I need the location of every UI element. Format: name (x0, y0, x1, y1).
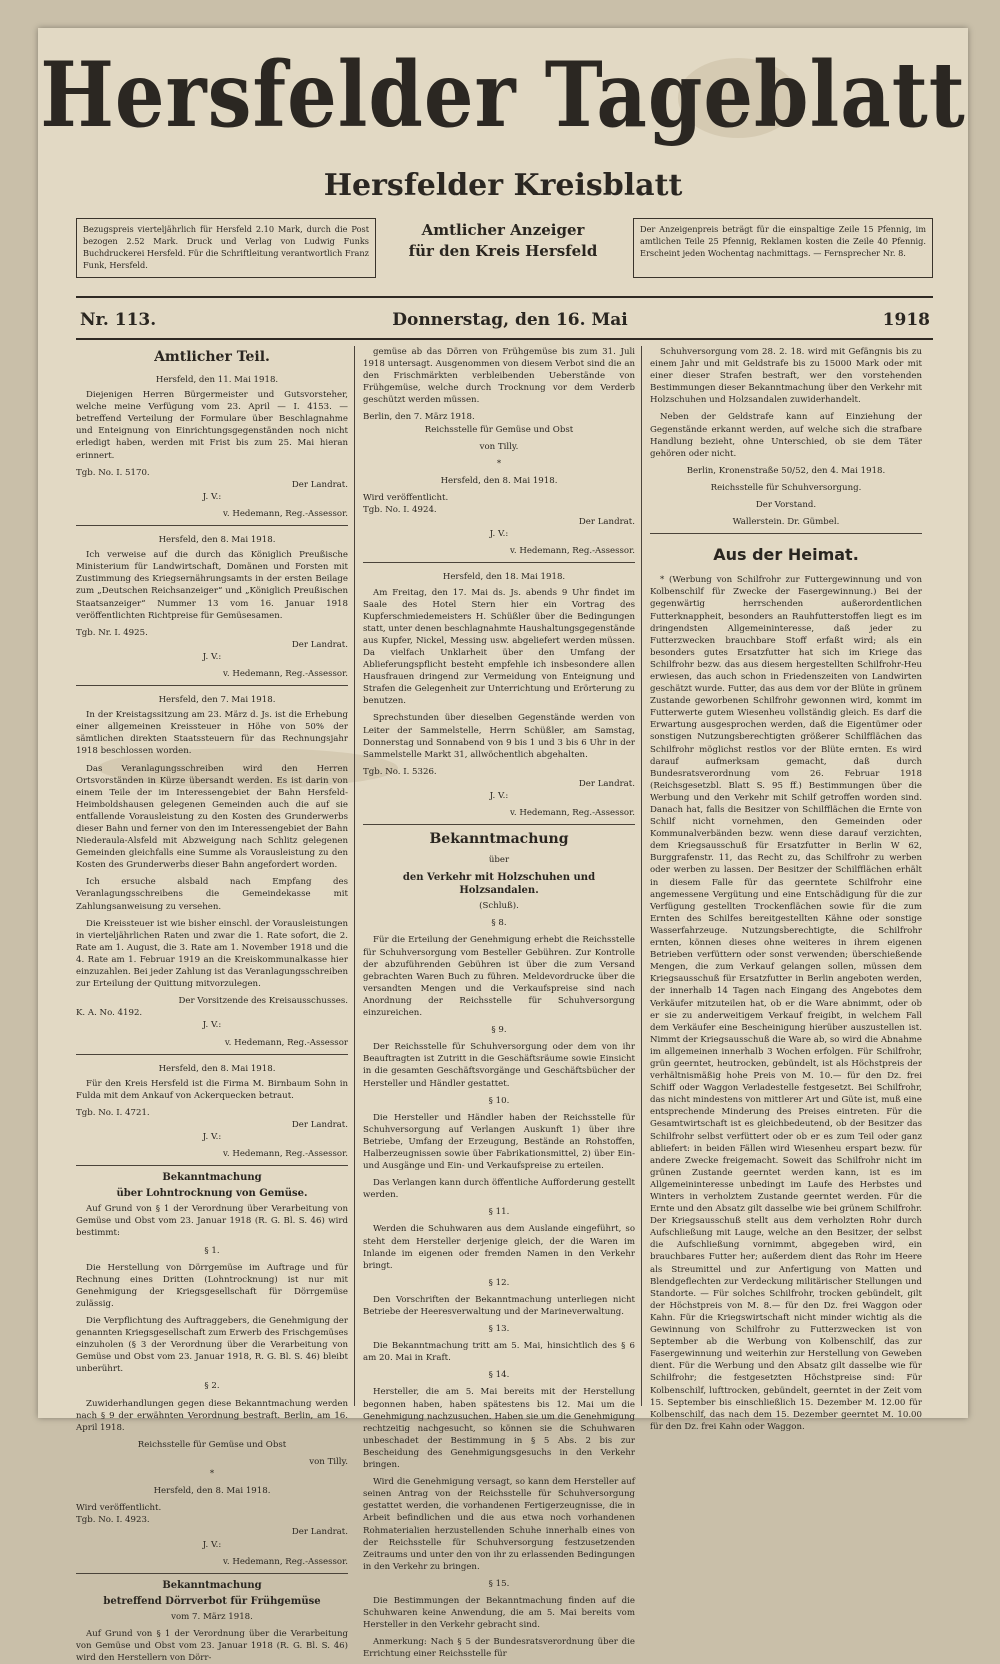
signature-title: Der Landrat. (578, 517, 635, 528)
signature: Wallerstein. Dr. Gümbel. (732, 517, 840, 528)
reference-number: Tgb. No. I. 4923. (76, 1515, 150, 1526)
reference-number: Tgb. No. I. 4924. (363, 505, 437, 516)
paragraph-mark: § 12. (488, 1277, 510, 1288)
issue-year: 1918 (882, 310, 930, 330)
reference-number: Tgb. Nr. I. 4925. (76, 627, 148, 638)
dateline: Hersfeld, den 18. Mai 1918. (442, 572, 566, 583)
official-gazette-label (393, 220, 613, 262)
announcement-subtitle: über Lohntrocknung von Gemüse. (116, 1188, 308, 1200)
announcement-ueber: über (488, 855, 510, 866)
paragraph-mark: § 10. (488, 1095, 510, 1106)
article-text: Schuhversorgung vom 28. 2. 18. wird mit Gefängnis bis zu einem Jahr und mit Geldstrafe bis zu 15000 Mark oder mit einer dieser Strafen bestraft, wer den vorstehenden Bestimmungen dieser Bekanntmachung über den Verkehr mit Holzschuhen und Holzsandalen zuwiderhandelt. (650, 347, 922, 406)
paragraph-mark: § 13. (488, 1324, 510, 1335)
article-separator (76, 685, 348, 686)
asterisk-divider: * (496, 458, 502, 469)
paragraph-mark: § 15. (488, 1578, 510, 1589)
article-separator (76, 1054, 348, 1055)
article-text: Für die Erteilung der Genehmigung erhebt die Reichsstelle für Schuhversorgung vom Besteller Gebühren. Zur Kontrolle der abzuführenden Gebühren ist über die zum Versand gebrachten Waren Buch zu führen. Meldevordrucke über die versandten Mengen und die Verkaufspreise sind nach Anordnung der Reichsstelle für Schuhversorgung einzureichen. (363, 935, 635, 1019)
article-text: Die Hersteller und Händler haben der Reichsstelle für Schuhversorgung auf Verlangen Auskunft 1) über ihre Betriebe, Umfang der Erzeugung, Bestände an Rohstoffen, Halberzeugnissen sowie über Fabrikationsmittel, 2) über Ein- und Ausgänge und Ein- und Verkaufspreise zu erteilen. (363, 1112, 635, 1172)
signature-title: Der Landrat. (291, 639, 348, 650)
asterisk-divider: * (209, 1469, 215, 1480)
paragraph-mark: § 8. (491, 918, 507, 929)
signature-title: Der Landrat. (291, 1527, 348, 1538)
signature-jv: J. V.: (489, 791, 509, 801)
article-text: Die Bestimmungen der Bekanntmachung finden auf die Schuhwaren keine Anwendung, die am 5. Mai bereits vom Hersteller in den Verkehr gebracht sind. (363, 1595, 635, 1631)
article-separator (76, 1573, 348, 1574)
newspaper-page (38, 28, 968, 1663)
article-text: Zuwiderhandlungen gegen diese Bekanntmachung werden nach § 9 der erwähnten Verordnung bestraft. Berlin, am 16. April 1918. (76, 1398, 348, 1433)
signature-jv: J. V.: (202, 1132, 222, 1143)
reference-number: Tgb. No. I. 5170. (76, 467, 150, 478)
article-note: Anmerkung: Nach § 5 der Bundesratsverordnung über die Errichtung einer Reichsstelle für (363, 1637, 635, 1660)
gazette-line-2: für den Kreis Hersfeld (408, 242, 598, 260)
signature-jv: J. V.: (202, 491, 222, 502)
dateline: Hersfeld, den 8. Mai 1918. (158, 535, 276, 546)
article-separator (76, 525, 348, 526)
signature-jv: J. V.: (202, 1020, 222, 1031)
masthead-subtitle: Hersfelder Kreisblatt (323, 168, 683, 203)
article-text: Auf Grund von § 1 der Verordnung über Verarbeitung von Gemüse und Obst vom 23. Januar 1918 (R. G. Bl. S. 46) wird bestimmt: (76, 1204, 348, 1239)
article-text: Das Veranlagungsschreiben wird den Herren Ortsvorständen in Kürze übersandt werden. Es ist darin von einem Teile der im Interessengebiet der Bahn Hersfeld-Heimboldshausen gelegenen Gemeinden auch die auf sie entfallende Vorausleistung zu den Kosten des Grunderwerbs dieser Bahn und ferner von den im Interessengebiet der Bahn Niederaula-Alsfeld mit Abzweigung nach Schlitz gelegenen Gemeinden gleichfalls eine Summe als Vorausleistung zu den Kosten des Grunderwerbs dieser Bahn angefordert worden. (76, 763, 348, 871)
column-divider (641, 346, 642, 1406)
signature: v. Hedemann, Reg.-Assessor. (510, 808, 635, 819)
signature-title: Der Landrat. (578, 778, 635, 789)
dateline: Hersfeld, den 8. Mai 1918. (158, 1063, 276, 1074)
reference-number: Tgb. No. I. 5326. (363, 766, 437, 777)
signature-title: Der Landrat. (291, 479, 348, 490)
article-text: Diejenigen Herren Bürgermeister und Gutsvorsteher, welche meine Verfügung vom 23. April — I. 4153. — betreffend Verteilung der Formulare über Beschlagnahme und Enteignung von Einrichtungsgegenständen noch nicht erledigt haben, werden mit Frist bis zum 25. Mai hieran erinnert. (76, 390, 348, 461)
article-text: Sprechstunden über dieselben Gegenstände werden von Leiter der Sammelstelle, Herrn Schüßler, am Samstag, Donnerstag und Sonnabend von 9 bis 1 und 3 bis 6 Uhr in der Sammelstelle Markt 31, allwöchentlich abgehalten. (363, 713, 635, 760)
publication-note: Wird veröffentlicht. (363, 492, 449, 503)
announcement-subtitle: den Verkehr mit Holzschuhen und Holzsandalen. (402, 872, 596, 897)
announcement-title: Bekanntmachung (162, 1579, 262, 1591)
header-rule-top (76, 296, 933, 298)
reference-number: K. A. No. 4192. (76, 1008, 143, 1019)
article-text: Die Herstellung von Dörrgemüse im Auftrage und für Rechnung eines Dritten (Lohntrocknung) ist nur mit Genehmigung der Kriegsgesellschaft für Dörrgemüse zulässig. (76, 1262, 348, 1309)
article-text: Der Reichsstelle für Schuhversorgung oder dem von ihr Beauftragten ist Zutritt in die Geschäftsräume sowie Einsicht in die gesamten Geschäftsvorgänge und Geschäftsbücher der Hersteller und Händler gestattet. (363, 1042, 635, 1089)
signature: v. Hedemann, Reg.-Assessor. (223, 668, 348, 679)
article-text: Wird die Genehmigung versagt, so kann dem Hersteller auf seinen Antrag von der Reichsstelle für Schuhversorgung gestattet werden, die vorhandenen Fertigerzeugnisse, die in Arbeit befindlichen und die aus etwa noch vorhandenen Rohmaterialien herzustellenden Schuhe innerhalb eines von der Reichsstelle für Schuhversorgung festzusetzenden Zeitraums und unter den von ihr zu erlassenden Bedingungen in den Verkehr zu bringen. (363, 1477, 635, 1572)
issue-number: Nr. 113. (80, 310, 157, 330)
article-text: Hersteller, die am 5. Mai bereits mit der Herstellung begonnen haben, haben spätestens bis 12. Mai um die Genehmigung nachzusuchen. Haben sie um die Genehmigung rechtzeitig nachgesucht, so können sie die Schuhwaren unbeschadet der Bestimmung in § 5 Abs. 2 bis zur Bescheidung des Genehmigungsgesuchs in den Verkehr bringen. (363, 1387, 635, 1471)
column-2 (363, 346, 635, 1660)
paragraph-mark: § 1. (204, 1245, 220, 1256)
dateline: Hersfeld, den 8. Mai 1918. (440, 475, 558, 486)
signature: von Tilly. (309, 1456, 348, 1467)
article-text: Das Verlangen kann durch öffentliche Aufforderung gestellt werden. (363, 1178, 635, 1201)
section-heading-local: Aus der Heimat. (713, 545, 859, 565)
article-text: Ich ersuche alsbald nach Empfang des Veranlagungsschreibens die Gemeindekasse mit Zahlungsanweisung zu versehen. (76, 877, 348, 912)
announcement-title: Bekanntmachung (162, 1172, 262, 1184)
signature-title: Der Vorstand. (755, 500, 817, 511)
article-separator (363, 562, 635, 563)
article-text: gemüse ab das Dörren von Frühgemüse bis zum 31. Juli 1918 untersagt. Ausgenommen von diesem Verbot sind die an den Frischmärkten verbleibenden Ueberstände von Frühgemüse, welche durch Trocknung vor dem Verderb geschützt werden müssen. (363, 347, 635, 406)
dateline: Hersfeld, den 8. Mai 1918. (153, 1486, 271, 1497)
dateline: Hersfeld, den 7. Mai 1918. (158, 695, 276, 706)
column-divider (354, 346, 355, 1406)
announcement-date: vom 7. März 1918. (171, 1611, 253, 1622)
article-separator (76, 1165, 348, 1166)
article-text: Ich verweise auf die durch das Königlich Preußische Ministerium für Landwirtschaft, Domänen und Forsten mit Zustimmung des Kriegsernährungsamts in der ersten Beilage zum „Deutschen Reichsanzeiger“ und „Königlich Preußischen Staatsanzeiger“ Nummer 13 vom 16. Januar 1918 veröffentlichten Richtpreise für Gemüsesamen. (76, 550, 348, 621)
signature: v. Hedemann, Reg.-Assessor. (223, 508, 348, 519)
reference-number: Tgb. No. I. 4721. (76, 1107, 150, 1118)
dateline: Hersfeld, den 11. Mai 1918. (155, 375, 279, 385)
article-text: Am Freitag, den 17. Mai ds. Js. abends 9 Uhr findet im Saale des Hotel Stern hier ein Vortrag des Kupferschmiedemeisters H. Schüßler über die Bedingungen statt, unter denen beschlagnahmte Haushaltungsgegenstände aus Kupfer, Nickel, Messing usw. abgeliefert werden müssen. Da vielfach Unklarheit über den Umfang der Ablieferungspflicht besteht empfehle ich insbesondere allen Hausfrauen dringend zur Vermeidung von Enteignung und Strafen die Gelegenheit zur Unterrichtung und Erörterung zu benutzen. (363, 587, 635, 707)
article-text: Neben der Geldstrafe kann auf Einziehung der Gegenstände erkannt werden, auf welche sich die strafbare Handlung bezieht, ohne Unterschied, ob sie dem Täter gehören oder nicht. (650, 412, 922, 459)
signature: von Tilly. (479, 441, 519, 452)
paragraph-mark: § 11. (488, 1207, 510, 1218)
issuing-office: Reichsstelle für Gemüse und Obst (424, 424, 574, 435)
signature-jv: J. V.: (202, 1539, 222, 1550)
signature-title: Der Landrat. (291, 1119, 348, 1130)
subscription-info: Bezugspreis vierteljährlich für Hersfeld 2.10 Mark, durch die Post bezogen 2.52 Mark. Druck und Verlag von Ludwig Funks Buchdruckerei Hersfeld. Für die Schriftleitung verantwortlich Franz Funk, Hersfeld. (76, 218, 376, 278)
signature: v. Hedemann, Reg.-Assessor. (223, 1556, 348, 1567)
column-3 (650, 346, 922, 1432)
publication-note: Wird veröffentlicht. (76, 1503, 162, 1514)
article-text: * (Werbung von Schilfrohr zur Futtergewinnung und von Kolbenschilf für Zwecke der Fasergewinnung.) Bei der gegenwärtig herrschenden außerordentlichen Futterknappheit, besonders an Rauhfutterstoffen liegt es im dringendsten Allgemeininteresse, daß jeder zu Futterzwecken brauchbare Stoff erfaßt wird; als ein besonders gutes Ersatzfutter hat sich im Kriege das Schilfrohr bezw. das aus diesem hergestellten Schilfrohr-Heu erwiesen, das auch schon in Friedenszeiten von Landwirten geschätzt wurde. Futter, das aus dem vor der Blüte in grünem Zustande geworbenen Schilfrohr gewonnen wird, kommt im Futterwerte gutem Wiesenheu vollständig gleich. Es darf die Erwartung ausgesprochen werden, daß die Eigentümer oder sonstigen Nutzungsberechtigten größerer Schilfflächen das Schilfrohr möglichst restlos vor der Blüte ernten. Es wird darauf aufmerksam gemacht, daß durch Bundesratsverordnung vom 26. Februar 1918 (Reichsgesetzbl. Blatt S. 95 ff.) Bestimmungen über die Werbung und den Verkehr mit Schilf getroffen worden sind. Danach hat, falls die Besitzer von Schilfflächen die Ernte von Schilf nicht vornehmen, den Gemeinden oder Kommunalverbänden bezw. wenn diese darauf verzichten, dem Kriegsausschuß für Ersatzfutter in Berlin W 62, Burggrafenstr. 11, das Recht zu, das Schilfrohr zu werben oder werben zu lassen. Der Besitzer der Schilfflächen erhält in diesem Falle für das geerntete Schilfrohr eine angemessene Vergütung und eine Entschädigung für die zur Verfügung gestellten Trockenflächen sowie für die zum Ernten des Schilfes bereitgestellten Kähne oder sonstige Wasserfahrzeuge. Nutzungsberechtigte, die Schilfrohr ernten, können dieses ohne weiteres in ihrem eigenen Betrieben verfüttern oder sonst verwenden; überschießende Mengen, die zum Verkauf gelangen sollen, müssen dem Kriegsausschuß für Ersatzfutter in Berlin angeboten werden, der innerhalb 14 Tagen nach Eingang des Angebotes dem Verkäufer mitzuteilen hat, ob er die Ware abnimmt, oder ob er sie zu anderweitigem Verkauf freigibt, in welchem Fall dem Verkäufer eine Bescheinigung hierüber auszustellen ist. Nimmt der Kriegsausschuß die Ware ab, so wird die Abnahme im allgemeinen innerhalb 3 Wochen erfolgen. Für Schilfrohr, grün geerntet, heutrocken, gebündelt, ist als Höchstpreis der verhältnismäßig hohe Preis von M. 10.— für den Dz. frei Schiff oder Waggon Verladestelle festgesetzt. Bei Schilfrohr, das nicht mindestens von mittlerer Art und Güte ist, muß eine entsprechende Minderung des Preises eintreten. Für die Gesamtwirtschaft ist es gleichbedeutend, ob der Besitzer das Schilfrohr selbst verfüttert oder ob er es zum Teil oder ganz abliefert: in beiden Fällen wird Wiesenheu erspart bezw. für andere Zwecke freigemacht. Soweit das Schilfrohr nicht im grünen Zustande geerntet werden kann, ist es im Allgemeininteresse unbedingt im Laufe des Herbstes und Winters in verholztem Zustande geerntet werden. Für die Ernte und den Absatz gilt dasselbe wie bei grünem Schilfrohr. Der Kriegsausschuß stellt aus dem verholzten Rohr durch Aufschließung mit Lauge, welche an den Besitzer, der selbst die Aufschließung vornimmt, abgegeben wird, ein brauchbares Futter her; außerdem dient das Rohr im Heere als Streumittel und zur Anfertigung von Matten und Blendgeflechten zur Verdeckung militärischer Stellungen und Standorte. — Für solches Schilfrohr, trocken gebündelt, gilt der Höchstpreis von M. 8.— für den Dz. frei Waggon oder Kahn. Für die Kriegswirtschaft nicht minder wichtig als die Gewinnung von Schilfrohr zu Futterzwecken ist von September ab die Werbung von Kolbenschilf, das zur Fasergewinnung und weiterhin zur Herstellung von Geweben dient. Für die Werbung und den Absatz gilt dasselbe wie für Schilfrohr; die festgesetzten Höchstpreise sind: Für Kolbenschilf, lufttrocken, gebündelt, geerntet in der Zeit vom 15. September bis einschließlich 15. Dezember M. 12.00 für Kolbenschilf, das nach dem 15. Dezember geerntet M. 10.00 für den Dz. frei Kahn oder Waggon. (650, 575, 922, 1432)
advertising-info: Der Anzeigenpreis beträgt für die einspaltige Zeile 15 Pfennig, im amtlichen Teile 25 Pfennig, Reklamen kosten die Zeile 40 Pfennig. Erscheint jeden Wochentag nachmittags. — Fernsprecher Nr. 8. (633, 218, 933, 278)
article-text: Werden die Schuhwaren aus dem Auslande eingeführt, so steht dem Hersteller derjenige gleich, der die Waren im Inlande im eigenen oder fremden Namen in den Verkehr bringt. (363, 1224, 635, 1271)
signature: v. Hedemann, Reg.-Assessor. (510, 546, 635, 557)
paragraph-mark: § 14. (488, 1370, 510, 1381)
article-text: In der Kreistagssitzung am 23. März d. Js. ist die Erhebung einer allgemeinen Kreissteuer in Höhe von 50% der sämtlichen direkten Staatssteuern für das Rechnungsjahr 1918 beschlossen worden. (76, 710, 348, 757)
dateline: Berlin, Kronenstraße 50/52, den 4. Mai 1918. (686, 465, 886, 476)
paragraph-mark: § 9. (491, 1025, 507, 1036)
issue-bar (80, 310, 930, 336)
announcement-continuation: (Schluß). (479, 901, 519, 912)
paragraph-mark: § 2. (204, 1381, 220, 1392)
issuing-office: Reichsstelle für Gemüse und Obst (137, 1439, 287, 1450)
signature-title: Der Vorsitzende des Kreisausschusses. (178, 996, 348, 1007)
signature-jv: J. V.: (202, 651, 222, 662)
announcement-title: Bekanntmachung (429, 831, 569, 848)
article-separator (363, 824, 635, 825)
article-text: Auf Grund von § 1 der Verordnung über die Verarbeitung von Gemüse und Obst vom 23. Januar 1918 (R. G. Bl. S. 46) wird den Herstellern von Dörr- (76, 1628, 348, 1663)
signature: v. Hedemann, Reg.-Assessor. (223, 1149, 348, 1160)
issuing-office: Reichsstelle für Schuhversorgung. (710, 482, 862, 493)
masthead-title: Hersfelder Tageblatt (40, 43, 966, 148)
issue-date: Donnerstag, den 16. Mai (392, 310, 628, 330)
announcement-subtitle: betreffend Dörrverbot für Frühgemüse (103, 1595, 321, 1607)
article-text: Für den Kreis Hersfeld ist die Firma M. Birnbaum Sohn in Fulda mit dem Ankauf von Ackerquecken betraut. (76, 1078, 348, 1101)
gazette-line-1: Amtlicher Anzeiger (421, 221, 585, 239)
article-text: Den Vorschriften der Bekanntmachung unterliegen nicht Betriebe der Heeresverwaltung und der Marineverwaltung. (363, 1294, 635, 1317)
section-heading-official: Amtlicher Teil. (154, 349, 270, 365)
header-rule-bottom (76, 338, 933, 340)
article-separator (650, 533, 922, 534)
article-text: Die Bekanntmachung tritt am 5. Mai, hinsichtlich des § 6 am 20. Mai in Kraft. (363, 1341, 635, 1364)
dateline: Berlin, den 7. März 1918. (363, 412, 475, 423)
column-1 (76, 346, 348, 1663)
signature-jv: J. V.: (489, 529, 509, 540)
article-text: Die Kreissteuer ist wie bisher einschl. der Vorausleistungen in vierteljährlichen Raten und zwar die 1. Rate sofort, die 2. Rate am 1. August, die 3. Rate am 1. November 1918 und die 4. Rate am 1. Februar 1919 an die Kreiskommunalkasse hier einzuzahlen. Bei jeder Zahlung ist das Veranlagungsschreiben zur Erteilung der Quittung mitvorzulegen. (76, 918, 348, 990)
article-text: Die Verpflichtung des Auftraggebers, die Genehmigung der genannten Kriegsgesellschaft zum Erwerb des Frischgemüses einzuholen (§ 3 der Verordnung über die Verarbeitung von Gemüse und Obst vom 23. Januar 1918, R. G. Bl. S. 46) bleibt unberührt. (76, 1316, 348, 1375)
signature: v. Hedemann, Reg.-Assessor (224, 1037, 348, 1048)
